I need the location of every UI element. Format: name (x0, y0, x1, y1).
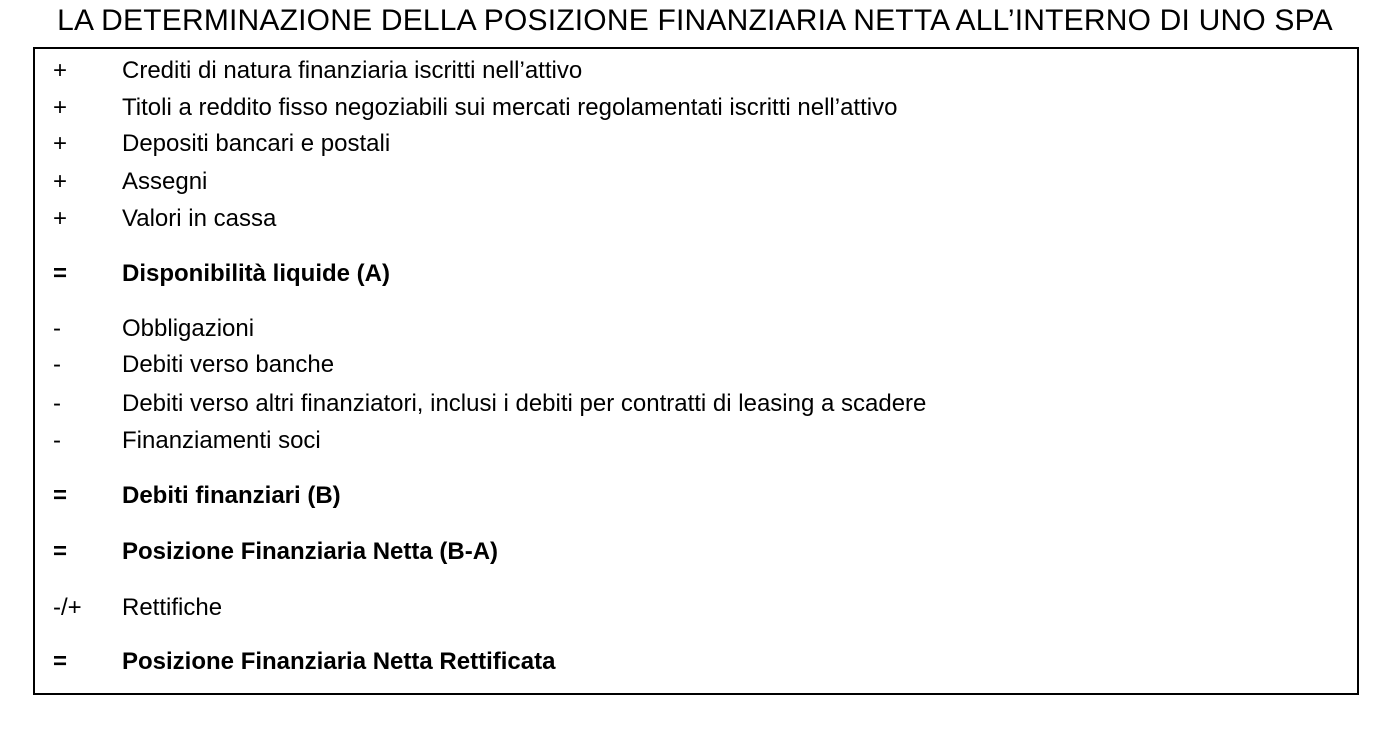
row-label: Posizione Finanziaria Netta (B-A) (122, 538, 499, 565)
row-sign: - (53, 315, 61, 342)
row-sign: = (53, 648, 68, 675)
row-sign: -/+ (53, 594, 82, 621)
row-label: Debiti verso altri finanziatori, inclusi i debiti per contratti di leasing a scadere (122, 390, 927, 417)
row-label: Finanziamenti soci (122, 427, 321, 454)
row-sign: = (53, 260, 68, 287)
row-sign: + (53, 57, 68, 84)
row-sign: - (53, 390, 61, 417)
row-sign: = (53, 538, 68, 565)
row-label: Obbligazioni (122, 315, 255, 342)
document-title: LA DETERMINAZIONE DELLA POSIZIONE FINANZIARIA NETTA ALL’INTERNO DI UNO SPA (57, 4, 1333, 37)
row-label: Valori in cassa (122, 205, 277, 232)
row-sign: - (53, 427, 61, 454)
row-sign: + (53, 168, 68, 195)
row-label: Rettifiche (122, 594, 223, 621)
row-label: Posizione Finanziaria Netta Rettificata (122, 648, 556, 675)
row-label: Debiti finanziari (B) (122, 482, 341, 509)
row-sign: + (53, 94, 68, 121)
row-label: Assegni (122, 168, 208, 195)
row-label: Depositi bancari e postali (122, 130, 391, 157)
row-sign: + (53, 205, 68, 232)
row-sign: + (53, 130, 68, 157)
row-label: Disponibilità liquide (A) (122, 260, 390, 287)
row-label: Crediti di natura finanziaria iscritti nell’attivo (122, 57, 583, 84)
row-label: Debiti verso banche (122, 351, 335, 378)
row-sign: = (53, 482, 68, 509)
row-sign: - (53, 351, 61, 378)
row-label: Titoli a reddito fisso negoziabili sui mercati regolamentati iscritti nell’attivo (122, 94, 898, 121)
financial-position-box (33, 47, 1359, 695)
